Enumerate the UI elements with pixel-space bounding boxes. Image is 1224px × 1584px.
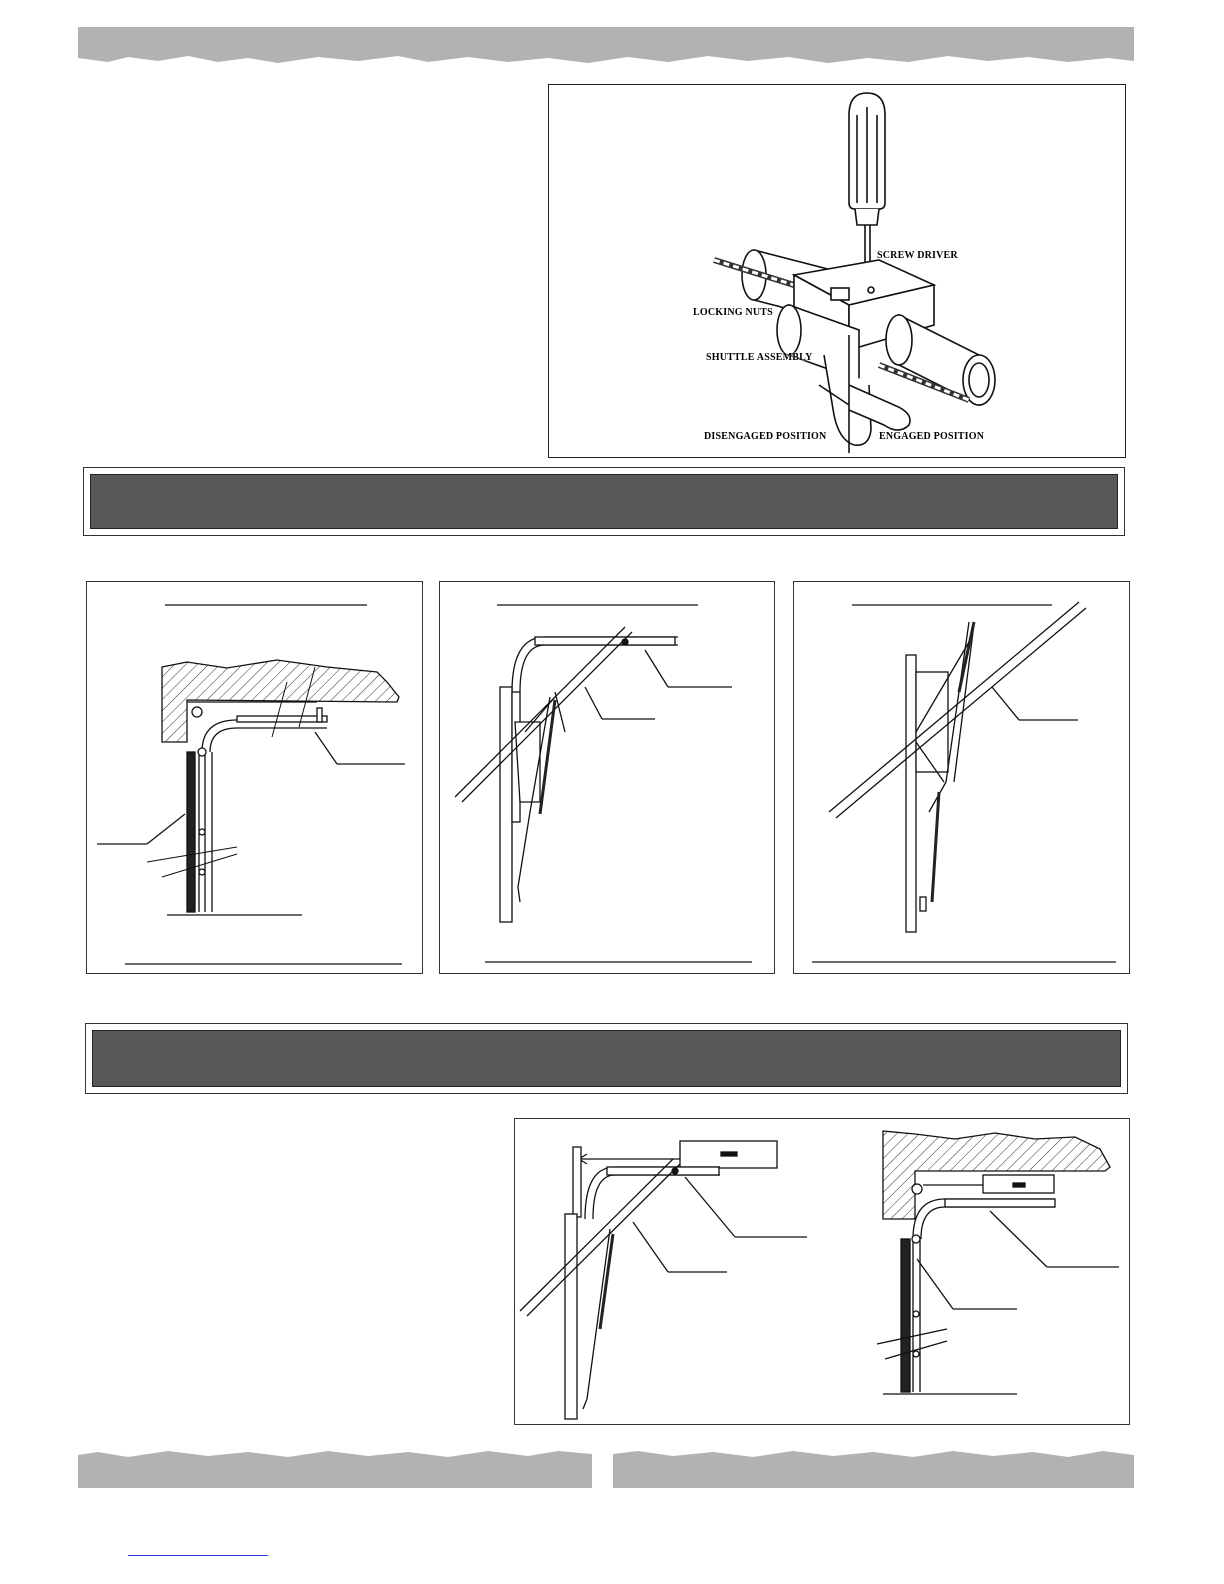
label-screwdriver: SCREW DRIVER [877,250,958,261]
shuttle-assembly-figure [548,84,1126,458]
section-header-2-bar [92,1030,1121,1087]
door-diagram-one-piece [439,581,775,974]
bottom-band-left [78,1450,592,1488]
label-engaged-position: ENGAGED POSITION [879,431,985,442]
torn-edge [78,54,1134,64]
torn-edge-left [78,1449,592,1459]
door-diagram-trackless [793,581,1130,974]
door-adjustment-figure [514,1118,1130,1425]
section-header-1-bar [90,474,1118,529]
label-disengaged-position: DISENGAGED POSITION [704,431,827,442]
one-piece-door-drawing [440,582,776,975]
door-diagram-sectional [86,581,423,974]
trackless-door-drawing [794,582,1131,975]
shuttle-assembly-illustration [549,85,1124,456]
footer-link-underline[interactable] [128,1555,268,1556]
door-adjustment-drawing [515,1119,1131,1426]
label-shuttle-assembly: SHUTTLE ASSEMBLY [706,352,813,363]
section-header-2 [85,1023,1128,1094]
torn-edge-right [613,1449,1134,1459]
top-band [78,27,1134,63]
bottom-band-right [613,1450,1134,1488]
label-locking-nuts: LOCKING NUTS [693,307,773,318]
section-header-1 [83,467,1125,536]
sectional-door-drawing [87,582,424,975]
